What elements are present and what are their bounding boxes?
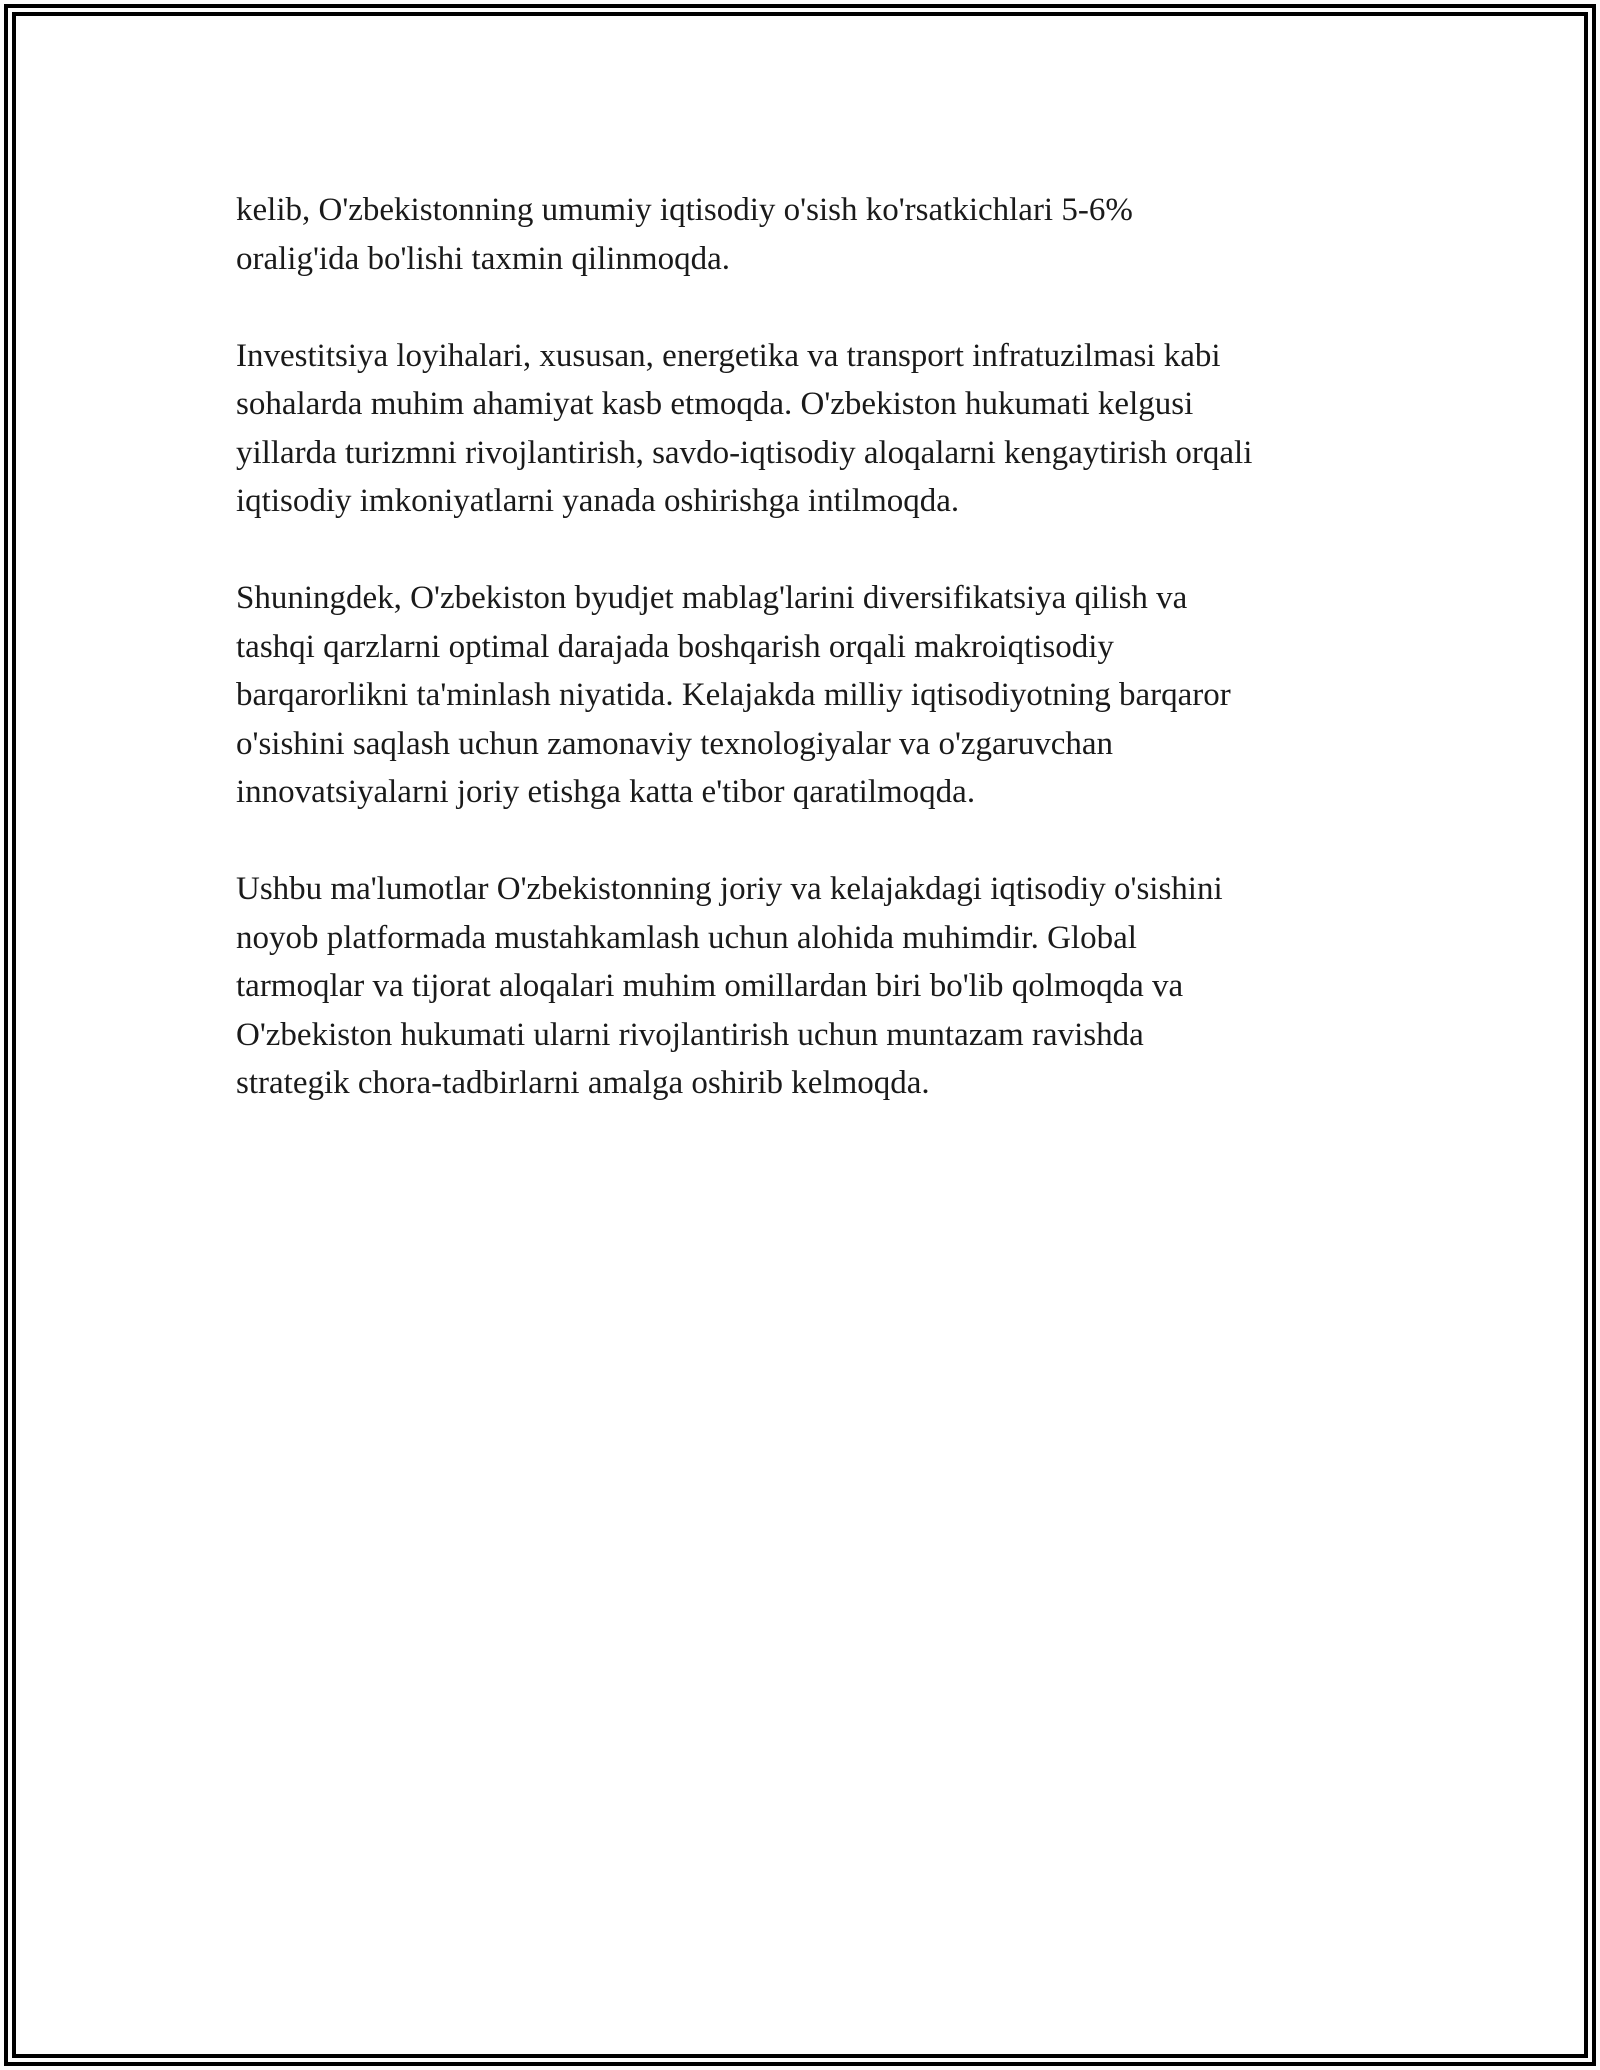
text-line: Investitsiya loyihalari, xususan, energetika va transport infratuzilmasi kabi xyxy=(236,337,1221,374)
text-line: yillarda turizmni rivojlantirish, savdo-iqtisodiy aloqalarni kengaytirish orqali xyxy=(236,434,1253,471)
text-line: tashqi qarzlarni optimal darajada boshqarish orqali makroiqtisodiy xyxy=(236,628,1114,665)
text-line: iqtisodiy imkoniyatlarni yanada oshirishga intilmoqda. xyxy=(236,483,960,519)
text-line: oralig'ida bo'lishi taxmin qilinmoqda. xyxy=(236,240,731,277)
paragraph-3 xyxy=(236,574,1376,817)
text-line: innovatsiyalarni joriy etishga katta e'tibor qaratilmoqda. xyxy=(236,774,976,810)
text-line: Ushbu ma'lumotlar O'zbekistonning joriy va kelajakdagi iqtisodiy o'sishini xyxy=(236,871,1223,907)
paragraph-2 xyxy=(236,332,1376,526)
document-body xyxy=(236,186,1376,1156)
text-line: tarmoqlar va tijorat aloqalari muhim omillardan biri bo'lib qolmoqda va xyxy=(236,968,1184,1004)
paragraph-4 xyxy=(236,865,1376,1108)
text-line: o'sishini saqlash uchun zamonaviy texnologiyalar va o'zgaruvchan xyxy=(236,725,1113,762)
text-line: Shuningdek, O'zbekiston byudjet mablag'larini diversifikatsiya qilish va xyxy=(236,580,1188,616)
text-line: sohalarda muhim ahamiyat kasb etmoqda. O'zbekiston hukumati kelgusi xyxy=(236,386,1194,422)
paragraph-1 xyxy=(236,186,1376,283)
text-line: O'zbekiston hukumati ularni rivojlantirish uchun muntazam ravishda xyxy=(236,1016,1144,1053)
text-line: kelib, O'zbekistonning umumiy iqtisodiy o'sish ko'rsatkichlari 5-6% xyxy=(236,192,1133,228)
text-line: noyob platformada mustahkamlash uchun alohida muhimdir. Global xyxy=(236,919,1137,956)
text-line: strategik chora-tadbirlarni amalga oshirib kelmoqda. xyxy=(236,1065,930,1101)
text-line: barqarorlikni ta'minlash niyatida. Kelajakda milliy iqtisodiyotning barqaror xyxy=(236,677,1231,713)
